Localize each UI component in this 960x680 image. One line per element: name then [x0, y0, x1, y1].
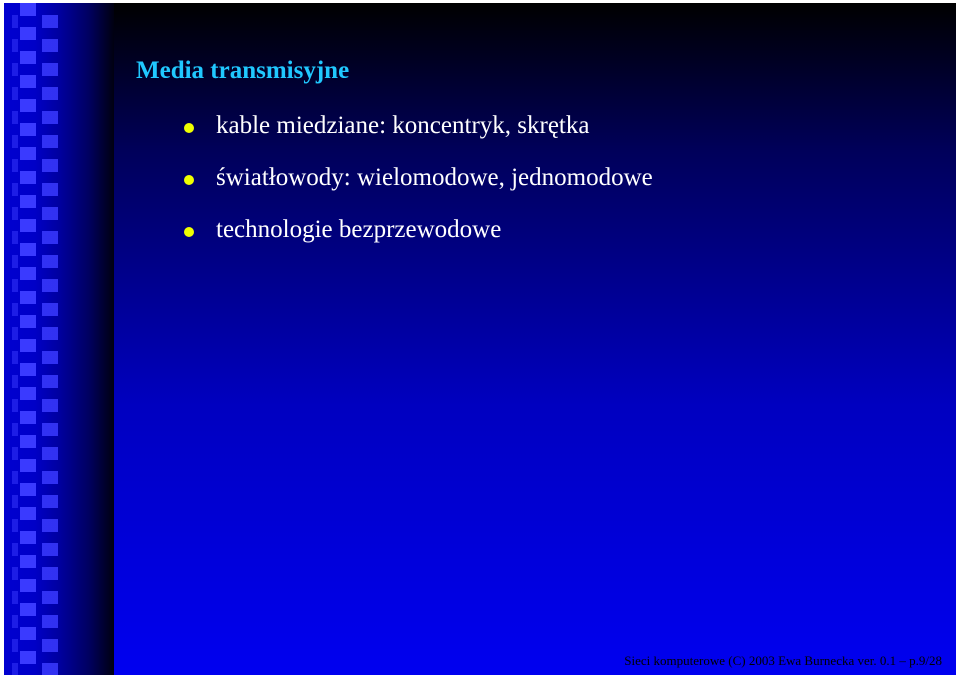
bullet-item: [184, 163, 653, 215]
bullet-text: technologie bezprzewodowe: [216, 216, 502, 243]
bullet-item: [184, 111, 653, 163]
bullet-text: światłowody: wielomodowe, jednomodowe: [216, 164, 653, 191]
side-decoration-panel: [4, 3, 114, 675]
slide-footer: Sieci komputerowe (C) 2003 Ewa Burnecka ver. 0.1 – p.9/28: [624, 653, 942, 668]
bullet-item: [184, 215, 653, 267]
bullet-list: [184, 111, 653, 267]
decorative-square-column: [20, 3, 36, 675]
decorative-square-column: [42, 15, 58, 675]
slide: [4, 3, 956, 675]
bullet-text: kable miedziane: koncentryk, skrętka: [216, 112, 590, 139]
bullet-dot-icon: [184, 123, 194, 133]
bullet-dot-icon: [184, 227, 194, 237]
slide-title: Media transmisyjne: [136, 57, 350, 84]
bullet-dot-icon: [184, 175, 194, 185]
decorative-square-column: [12, 15, 18, 675]
